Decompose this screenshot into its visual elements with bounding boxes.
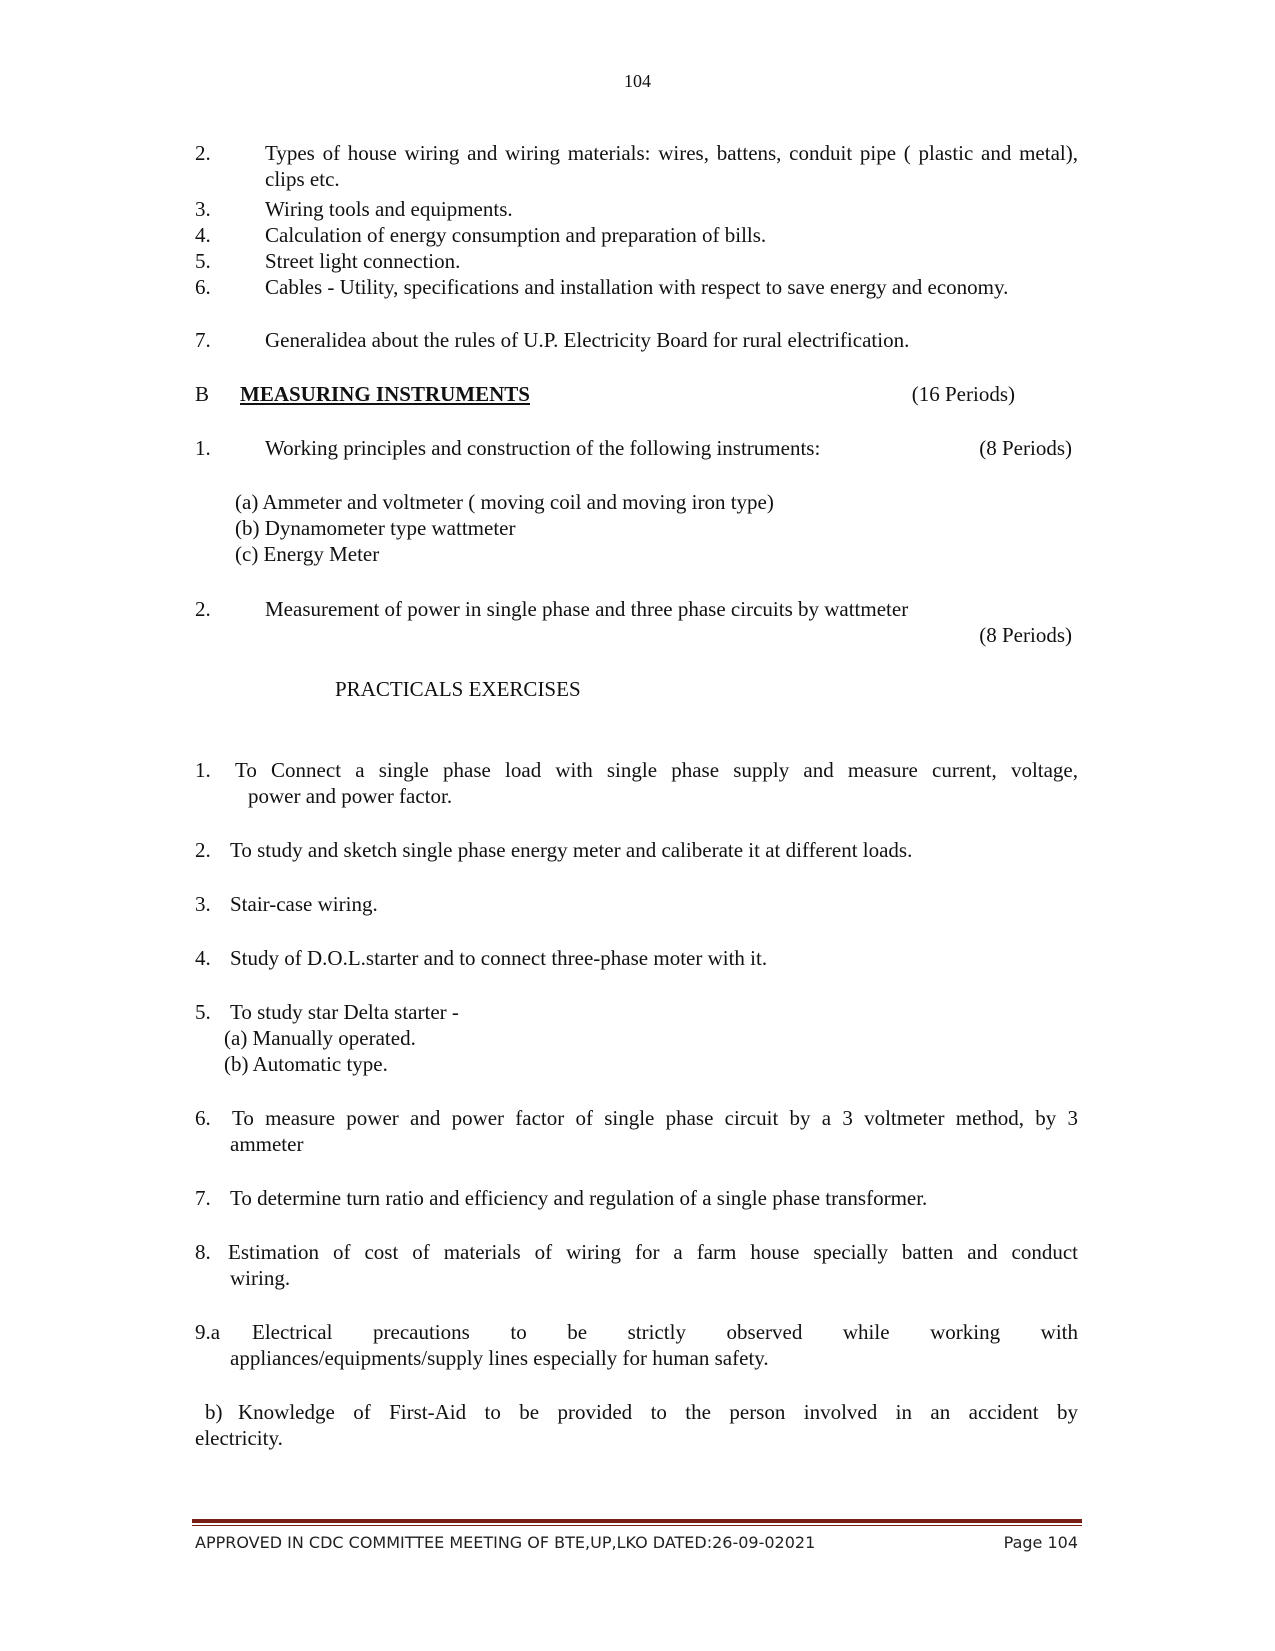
exercise-number: 6. (195, 1106, 211, 1130)
exercise-text: To determine turn ratio and efficiency and regulation of a single phase transformer. (230, 1186, 928, 1210)
exercise-sub-item: (a) Manually operated. (224, 1026, 416, 1050)
footer-approval-text: APPROVED IN CDC COMMITTEE MEETING OF BTE,UP,LKO DATED:26-09-02021 (195, 1533, 816, 1552)
footer-page-number: Page 104 (1003, 1533, 1078, 1552)
item-periods: (8 Periods) (979, 623, 1072, 647)
list-item-number: 7. (195, 328, 211, 352)
exercise-text: Knowledge of First-Aid to be provided to the person involved in an accident by (238, 1400, 1078, 1424)
exercise-text-cont: power and power factor. (248, 784, 453, 808)
page-number: 104 (624, 71, 651, 91)
exercise-text: To study star Delta starter - (230, 1000, 459, 1024)
exercise-number: 9.a (195, 1320, 221, 1344)
exercise-number: 3. (195, 892, 211, 916)
exercise-text-cont: wiring. (230, 1266, 291, 1290)
list-item-text: Street light connection. (265, 249, 461, 273)
section-letter: B (195, 382, 210, 406)
exercise-text: Study of D.O.L.starter and to connect three-phase moter with it. (230, 946, 768, 970)
sub-item: (a) Ammeter and voltmeter ( moving coil and moving iron type) (235, 490, 774, 514)
list-item-text: Working principles and construction of the following instruments: (265, 436, 821, 460)
exercise-sub-item: (b) Automatic type. (224, 1052, 388, 1076)
exercise-text: Electrical precautions to be strictly observed while working with (252, 1320, 1078, 1344)
list-item-number: 5. (195, 249, 211, 273)
exercise-text-cont: appliances/equipments/supply lines especially for human safety. (230, 1346, 769, 1370)
exercise-text-cont: electricity. (195, 1426, 283, 1450)
exercise-text: To measure power and power factor of single phase circuit by a 3 voltmeter method, by 3 (232, 1106, 1078, 1130)
list-item-text: Wiring tools and equipments. (265, 197, 513, 221)
footer-rule-thin (192, 1525, 1082, 1526)
exercise-number: 5. (195, 1000, 211, 1024)
list-item-text: Calculation of energy consumption and preparation of bills. (265, 223, 767, 247)
exercise-number: 1. (195, 758, 211, 782)
exercise-text: Stair-case wiring. (230, 892, 378, 916)
list-item-text: Measurement of power in single phase and three phase circuits by wattmeter (265, 597, 909, 621)
exercise-text-cont: ammeter (230, 1132, 304, 1156)
list-item-text: Types of house wiring and wiring materials: wires, battens, conduit pipe ( plastic and metal), clips etc. (265, 141, 1078, 191)
exercise-number: 8. (195, 1240, 211, 1264)
list-item-text: Cables - Utility, specifications and installation with respect to save energy and economy. (265, 275, 1009, 299)
practicals-heading: PRACTICALS EXERCISES (335, 677, 581, 701)
section-heading: MEASURING INSTRUMENTS (240, 382, 530, 406)
list-item-number: 1. (195, 436, 211, 460)
exercise-text: To Connect a single phase load with single phase supply and measure current, voltage, (235, 758, 1078, 782)
exercise-text: Estimation of cost of materials of wiring for a farm house specially batten and conduct (228, 1240, 1078, 1264)
section-periods: (16 Periods) (911, 382, 1015, 406)
sub-item: (c) Energy Meter (235, 542, 380, 566)
exercise-number: b) (205, 1400, 223, 1424)
list-item-number: 3. (195, 197, 211, 221)
footer-rule (192, 1519, 1082, 1523)
sub-item: (b) Dynamometer type wattmeter (235, 516, 516, 540)
list-item-number: 2. (195, 597, 211, 621)
list-item-number: 6. (195, 275, 211, 299)
exercise-number: 2. (195, 838, 211, 862)
list-item-number: 2. (195, 141, 211, 165)
exercise-number: 7. (195, 1186, 211, 1210)
list-item-text: Generalidea about the rules of U.P. Electricity Board for rural electrification. (265, 328, 910, 352)
list-item-number: 4. (195, 223, 211, 247)
exercise-text: To study and sketch single phase energy meter and caliberate it at different loads. (230, 838, 913, 862)
exercise-number: 4. (195, 946, 211, 970)
item-periods: (8 Periods) (979, 436, 1072, 460)
